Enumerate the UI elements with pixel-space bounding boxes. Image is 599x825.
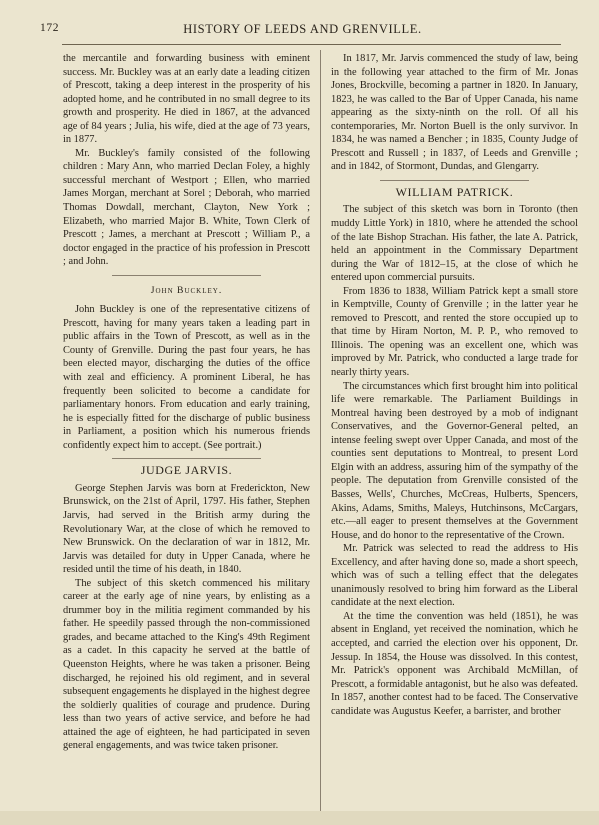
page-bottom-edge <box>0 811 599 825</box>
section-heading-judge-jarvis: JUDGE JARVIS. <box>140 463 233 478</box>
column-divider <box>320 50 321 812</box>
running-title: HISTORY OF LEEDS AND GRENVILLE. <box>183 22 422 36</box>
paragraph: At the time the convention was held (1851), he was absent in England, yet received the nomination, which he accepted, and carried the election over his opponent, Dr. Jessup. In 1854, the House was dissolved. In this contest, Mr. Patrick's opponent was Archibald McMillan, of Prescott, a formidable antagonist, but he also was defeated. In 1857, another contest had to be faced. The Conservative candidate was Augustus Keefer, a barrister, and brother <box>331 610 578 717</box>
right-column <box>331 52 578 718</box>
paragraph: The subject of this sketch was born in Toronto (then muddy Little York) in 1810, where he attended the school of the late Bishop Strachan. His father, the late A. Patrick, held an appointment in the Commissary Department during the War of 1812–15, at the close of which he entered upon commercial pursuits. <box>331 204 578 284</box>
section-divider <box>112 275 260 276</box>
paragraph: The circumstances which first brought him into political life were remarkable. The Parliament Buildings in Montreal having been destroyed by a mob of indignant Conservatives, and the Governor-General pelted, an intense feeling swept over Upper Canada, and most of the counties sent deputations to Montreal, to present Lord Elgin with an address, assuring him of the sympathy of the people. The deputation from Grenville consisted of the Basses, Wells', Churches, McCreas, Hulberts, Spencers, Akins, Adams, Smiths, Maleys, Hutchinsons, McCargars, etc.—all eager to present themselves at the Government House, and do honor to the representative of the Crown. <box>331 380 578 541</box>
paragraph: George Stephen Jarvis was born at Frederickton, New Brunswick, on the 21st of April, 1797. His father, Stephen Jarvis, had served in the British army during the Revolutionary War, at the close of which he removed to New Brunswick. On the declaration of war in 1812, Mr. Jarvis was detailed for duty in Upper Canada, where he resided until the time of his death, in 1840. <box>63 482 310 576</box>
page-header <box>40 22 565 40</box>
paragraph: The subject of this sketch commenced his military career at the early age of nine years, by enlisting as a drummer boy in the militia regiment commanded by his father. He speedily passed through the non-commissioned grades, and became attached to the King's 49th Regiment as a cadet. In this capacity he served at the battle of Queenston Heights, where he was taken a prisoner. Being discharged, he rejoined his old regiment, and in several subsequent engagements he displayed in the highest degree the soldierly qualities of courage and prudence. During less than two years of active service, and before he had attained the age of eighteen, he had participated in seven general engagements, and was twice taken prisoner. <box>63 577 310 752</box>
paragraph: Mr. Patrick was selected to read the address to His Excellency, and after having done so, made a short speech, which was of such a telling effect that the delegates unanimously resolved to bring him forward as the Liberal candidate at the next election. <box>331 543 578 609</box>
paragraph: John Buckley is one of the representative citizens of Prescott, having for many years taken a leading part in public affairs in the Town of Prescott, as well as in the County of Grenville. During the past four years, he has been elected mayor, discharging the duties of the office with zeal and efficiency. A prominent Liberal, he has frequently been solicited to become a candidate for parliamentary honors. From education and early training, he is especially fitted for the discharge of public business in Parliament, a position which his numerous friends confidently expect him to accept. (See portrait.) <box>63 304 310 451</box>
paragraph: Mr. Buckley's family consisted of the following children : Mary Ann, who married Declan Foley, a highly successful merchant of Westport ; Ellen, who married James Morgan, merchant at Sorel ; Deborah, who married Thomas Dowdall, merchant, Clayton, New York ; Elizabeth, who married Major B. White, Town Clerk of Prescott ; James, a merchant at Prescott ; William P., a doctor engaged in the practice of his profession in Prescott ; and John. <box>63 147 310 268</box>
paragraph: In 1817, Mr. Jarvis commenced the study of law, being in the following year attached to the firm of Mr. Jonas Jones, Brockville, becoming a partner in 1820. In January, 1823, he was called to the Bar of Upper Canada, his name appearing as the sixty-ninth on the roll. Of all his contemporaries, Mr. Norton Buell is the only survivor. In 1834, he was named a Bencher ; in 1835, County Judge of Prescott and Russell ; in 1837, of Leeds and Grenville ; and in 1842, of Stormont, Dundas, and Glengarry. <box>331 53 578 173</box>
header-rule <box>62 44 561 45</box>
section-heading-john-buckley: John Buckley. <box>150 284 223 296</box>
section-heading-william-patrick: WILLIAM PATRICK. <box>395 184 514 199</box>
paragraph: the mercantile and forwarding business with eminent success. Mr. Buckley was at an early date a leading citizen of Prescott, taking a deep interest in the prosperity of his adopted home, and he contributed in no small degree to its growth and prosperity. He died in 1867, at the advanced age of 84 years ; Julia, his wife, died at the age of 73 years, in 1877. <box>63 53 310 146</box>
section-divider <box>380 180 528 181</box>
page-number: 172 <box>40 22 60 34</box>
section-divider <box>112 458 260 459</box>
paragraph: From 1836 to 1838, William Patrick kept a small store in Kemptville, County of Grenville ; in the latter year he removed to Prescott, and rented the store occupied up to that time by Hiram Norton, M. P. P., who removed to Illinois. The opening was an excellent one, which was improved by Mr. Patrick, who conducted a large trade for nearly thirty years. <box>331 285 578 379</box>
left-column <box>63 52 310 753</box>
